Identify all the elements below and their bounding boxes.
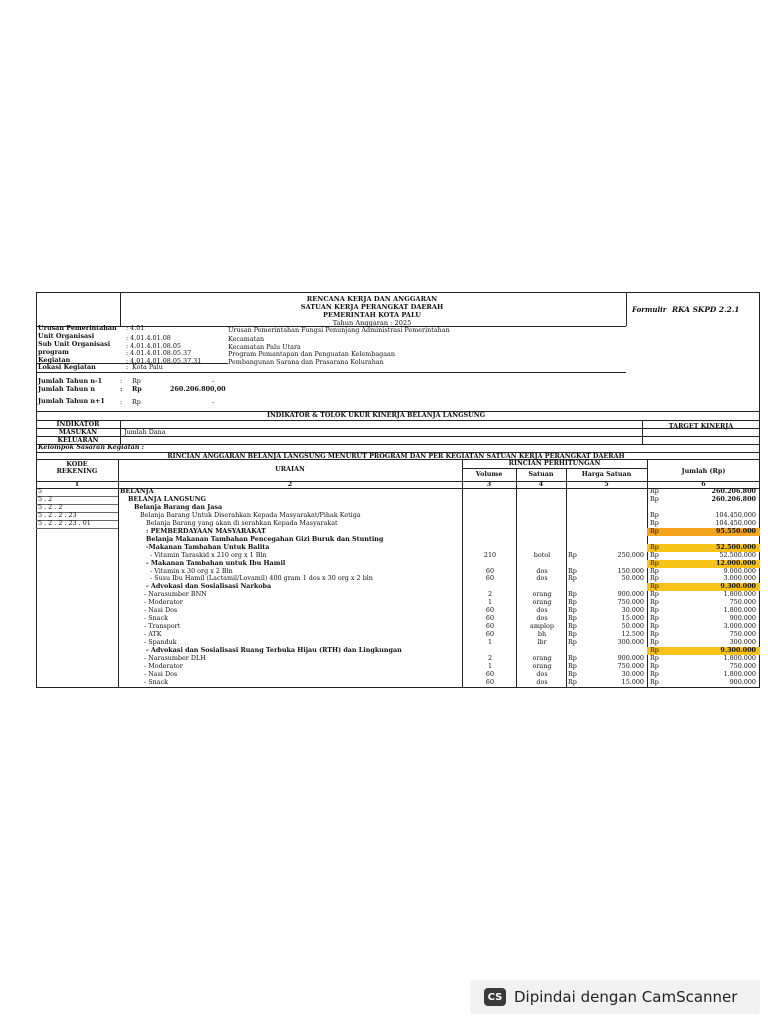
row-description: - Nasi Dos xyxy=(144,669,178,678)
row-volume: 60 xyxy=(485,574,495,583)
row-description: - Susu Ibu Hamil (Lactamil/Lovamil) 400 gram 1 dos x 30 org x 2 bln xyxy=(150,574,373,583)
jumlah-value-next: - xyxy=(212,398,215,406)
camscanner-text: Dipindai dengan CamScanner xyxy=(514,988,738,1006)
row-description: - Spanduk xyxy=(144,638,177,647)
indikator-col-label: INDIKATOR xyxy=(56,420,100,428)
row-harga: 150.000 xyxy=(617,566,644,575)
row-harga: 50.000 xyxy=(621,622,644,631)
row-rp-jumlah: Rp xyxy=(650,582,659,591)
header-title-2: SATUAN KERJA PERANGKAT DAERAH xyxy=(300,303,444,311)
num-col-3: 3 xyxy=(486,480,492,488)
jumlah-label-prev: Jumlah Tahun n-1 xyxy=(38,377,103,385)
row-code: 5 . 2 . 2 xyxy=(38,502,63,511)
info-desc-unit: Kecamatan xyxy=(228,335,265,343)
row-description: Belanja Barang yang akan di serahkan Kepada Masyarakat xyxy=(146,518,338,527)
row-description: - Vitamin x 30 org x 2 Bln xyxy=(150,566,233,575)
kelompok-label: Kelompok Sasaran Kegiatan : xyxy=(38,443,145,451)
row-rp-harga: Rp xyxy=(568,550,577,559)
row-rp-jumlah: Rp xyxy=(650,590,659,599)
num-col-6: 6 xyxy=(701,480,706,488)
row-harga: 750.000 xyxy=(617,598,644,607)
row-satuan: dos xyxy=(536,566,548,575)
col-jumlah-label: Jumlah (Rp) xyxy=(681,467,726,475)
row-jumlah: 52.500.000 xyxy=(715,542,756,551)
row-volume: 60 xyxy=(485,606,495,615)
col-rekening-label: REKENING xyxy=(56,467,98,475)
row-description: - Advokasi dan Sosialisasi Ruang Terbuka Hijau (RTH) dan Lingkungan xyxy=(146,646,402,654)
row-volume: 2 xyxy=(487,653,493,662)
row-harga: 750.000 xyxy=(617,661,644,670)
col-uraian-label: URAIAN xyxy=(275,465,305,473)
row-satuan: dos xyxy=(536,614,548,623)
row-satuan: amplop xyxy=(530,622,554,631)
row-jumlah: 9.000.000 xyxy=(723,566,756,575)
row-rp-jumlah: Rp xyxy=(650,510,659,519)
row-volume: 1 xyxy=(487,598,493,607)
header-title-1: RENCANA KERJA DAN ANGGARAN xyxy=(306,295,438,303)
row-rp-jumlah: Rp xyxy=(650,669,659,678)
row-volume: 60 xyxy=(485,622,495,631)
row-jumlah: 12.000.000 xyxy=(715,558,756,567)
jumlah-rp-current: Rp xyxy=(132,385,142,393)
row-rp-harga: Rp xyxy=(568,638,577,647)
row-jumlah: 750.000 xyxy=(729,661,756,670)
row-rp-jumlah: Rp xyxy=(650,598,659,607)
row-harga: 50.000 xyxy=(621,574,644,583)
row-rp-harga: Rp xyxy=(568,606,577,615)
row-jumlah: 3.000.000 xyxy=(723,574,756,583)
num-col-4: 4 xyxy=(538,480,544,488)
row-harga: 15.000 xyxy=(621,614,644,623)
row-harga: 30.000 xyxy=(621,669,644,678)
row-satuan: lbr xyxy=(537,638,547,647)
row-harga: 900.000 xyxy=(617,590,644,599)
info-label-urusan: Urusan Pemerintahan xyxy=(38,324,117,332)
row-harga: 15.000 xyxy=(621,677,644,686)
row-satuan: orang xyxy=(532,661,552,670)
row-rp-jumlah: Rp xyxy=(650,574,659,583)
col-satuan-label: Satuan xyxy=(528,470,554,478)
row-satuan: dos xyxy=(536,606,548,615)
jumlah-colon-current: : xyxy=(120,385,123,393)
row-code: 5 xyxy=(38,487,43,495)
row-rp-harga: Rp xyxy=(568,630,577,639)
row-rp-jumlah: Rp xyxy=(650,646,659,654)
info-desc-kegiatan: Pembangunan Sarana dan Prasarana Kelurahan xyxy=(228,358,384,366)
row-harga: 300.000 xyxy=(617,638,644,647)
info-desc-program: Program Pemantapan dan Penguatan Kelembagaan xyxy=(228,350,395,358)
row-rp-jumlah: Rp xyxy=(650,677,659,686)
indikator-title-line xyxy=(36,420,760,421)
row-jumlah: 9.300.000 xyxy=(720,646,756,654)
masukan-value: Jumlah Dana xyxy=(124,428,166,436)
indikator-col-line xyxy=(120,420,121,444)
info-desc-lokasi: Kota Palu xyxy=(132,363,163,371)
row-rp-jumlah: Rp xyxy=(650,558,659,567)
row-rp-jumlah: Rp xyxy=(650,614,659,623)
row-description: : PEMBERDAYAAN MASYARAKAT xyxy=(146,526,266,535)
jumlah-rp-next: Rp xyxy=(132,398,141,406)
row-rp-jumlah: Rp xyxy=(650,661,659,670)
info-code-subunit: : 4.01.4.01.08.05 xyxy=(126,342,182,350)
info-code-unit: : 4.01.4.01.08 xyxy=(126,334,171,342)
perhitungan-line xyxy=(462,468,647,469)
row-satuan: orang xyxy=(532,590,552,599)
row-jumlah: 95.550.000 xyxy=(715,526,756,535)
row-description: - Moderator xyxy=(144,661,183,670)
row-rp-jumlah: Rp xyxy=(650,494,659,503)
row-rp-jumlah: Rp xyxy=(650,606,659,615)
row-jumlah: 3.000.000 xyxy=(723,622,756,631)
row-description: - Advokasi dan Sosialisasi Narkoba xyxy=(146,582,272,591)
rka-document xyxy=(36,292,760,688)
jumlah-label-next: Jumlah Tahun n+1 xyxy=(38,397,105,405)
row-jumlah: 750.000 xyxy=(729,630,756,639)
row-jumlah: 1.800.000 xyxy=(723,653,756,662)
jumlah-colon-prev: : xyxy=(120,377,123,385)
keluaran-line xyxy=(36,436,760,437)
header-right-divider xyxy=(626,292,627,326)
row-volume: 60 xyxy=(485,669,495,678)
row-description: BELANJA xyxy=(120,487,154,495)
row-volume: 60 xyxy=(485,614,495,623)
header-left-divider xyxy=(120,292,121,326)
row-rp-harga: Rp xyxy=(568,677,577,686)
row-rp-jumlah: Rp xyxy=(650,526,659,535)
row-volume: 1 xyxy=(487,638,493,647)
row-description: - Makanan Tambahan untuk Ibu Hamil xyxy=(146,558,286,567)
lokasi-bottom-line xyxy=(36,372,626,373)
info-label-unit: Unit Organisasi xyxy=(38,332,95,340)
row-jumlah: 104.450.000 xyxy=(715,510,756,519)
row-code: 5 . 2 . 2 . 23 xyxy=(38,510,77,519)
row-jumlah: 900.000 xyxy=(729,677,756,686)
row-description: -Makanan Tambahan Untuk Balita xyxy=(146,542,270,551)
info-label-program: program xyxy=(38,348,69,356)
row-volume: 60 xyxy=(485,630,495,639)
row-satuan: dos xyxy=(536,669,548,678)
row-description: - Moderator xyxy=(144,598,183,607)
row-rp-harga: Rp xyxy=(568,661,577,670)
rincian-title: RINCIAN ANGGARAN BELANJA LANGSUNG MENURUT PROGRAM DAN PER KEGIATAN SATUAN KERJA PERANGKAT DAERAH xyxy=(167,452,625,460)
row-jumlah: 1.800.000 xyxy=(723,590,756,599)
row-description: - Narasumber BNN xyxy=(144,590,207,599)
num-col-1: 1 xyxy=(74,480,80,488)
row-rp-harga: Rp xyxy=(568,614,577,623)
row-rp-harga: Rp xyxy=(568,669,577,678)
header-title-3: PEMERINTAH KOTA PALU xyxy=(323,311,421,319)
camscanner-watermark xyxy=(470,980,760,1014)
row-description: - Snack xyxy=(144,677,168,686)
row-rp-harga: Rp xyxy=(568,622,577,631)
target-col-label: TARGET KINERJA xyxy=(668,422,734,430)
info-code-kegiatan: : 4.01.4.01.08.05.37.31 xyxy=(126,357,202,365)
row-description: Belanja Makanan Tambahan Pencegahan Gizi Buruk dan Stunting xyxy=(146,534,384,543)
row-rp-jumlah: Rp xyxy=(650,630,659,639)
row-rp-jumlah: Rp xyxy=(650,622,659,631)
info-desc-urusan: Urusan Pemerintahan Fungsi Penunjang Administrasi Pemerintahan xyxy=(228,326,450,334)
row-jumlah: 9.300.000 xyxy=(720,582,756,591)
row-jumlah: 260.206.800 xyxy=(711,494,756,503)
col-perhitungan-label: RINCIAN PERHITUNGAN xyxy=(508,459,601,467)
row-code: 5 . 2 xyxy=(38,494,53,503)
row-satuan: dos xyxy=(536,574,548,583)
row-description: - Snack xyxy=(144,614,168,623)
row-rp-harga: Rp xyxy=(568,653,577,662)
jumlah-value-prev: - xyxy=(212,377,215,385)
formulir-value: RKA SKPD 2.2.1 xyxy=(672,305,740,314)
row-description: Belanja Barang dan Jasa xyxy=(134,502,223,511)
row-harga: 250.000 xyxy=(617,550,644,559)
jumlah-label-current: Jumlah Tahun n xyxy=(38,385,95,393)
row-jumlah: 52.500.000 xyxy=(719,550,756,559)
row-description: - Nasi Dos xyxy=(144,606,178,615)
info-code-lokasi: : xyxy=(126,363,129,371)
info-label-subunit: Sub Unit Organisasi xyxy=(38,340,111,348)
row-satuan: dos xyxy=(536,677,548,686)
row-harga: 30.000 xyxy=(621,606,644,615)
row-description: - Narasumber DLH xyxy=(144,653,206,662)
info-code-urusan: : 4.01 xyxy=(126,324,145,332)
kelompok-line xyxy=(36,444,760,445)
row-rp-jumlah: Rp xyxy=(650,550,659,559)
info-code-program: : 4.01.4.01.08.05.37 xyxy=(126,349,192,357)
row-jumlah: 260.206.800 xyxy=(711,487,756,495)
row-harga: 12.500 xyxy=(621,630,644,639)
row-jumlah: 1.800.000 xyxy=(723,669,756,678)
info-label-kegiatan: Kegiatan xyxy=(38,356,71,364)
row-description: BELANJA LANGSUNG xyxy=(128,494,207,503)
col-harga-label: Harga Satuan xyxy=(581,470,632,478)
row-satuan: botol xyxy=(533,550,551,559)
row-jumlah: 1.800.000 xyxy=(723,606,756,615)
jumlah-rp-prev: Rp xyxy=(132,377,141,385)
row-volume: 60 xyxy=(485,677,495,686)
row-harga: 900.000 xyxy=(617,653,644,662)
masukan-label: MASUKAN xyxy=(58,428,98,436)
row-description: - ATK xyxy=(144,630,162,639)
row-rp-harga: Rp xyxy=(568,566,577,575)
num-col-5: 5 xyxy=(604,480,609,488)
info-desc-subunit: Kecamatan Palu Utara xyxy=(228,343,301,351)
row-code: 5 . 2 . 2 . 23 . 01 xyxy=(38,518,91,527)
row-volume: 1 xyxy=(487,661,493,670)
col-volume-label: Volume xyxy=(475,470,503,478)
indikator-title: INDIKATOR & TOLOK UKUR KINERJA BELANJA LANGSUNG xyxy=(266,411,486,419)
table-row xyxy=(36,528,760,536)
keluaran-label: KELUARAN xyxy=(57,436,99,444)
row-rp-jumlah: Rp xyxy=(650,653,659,662)
row-description: Belanja Barang Untuk Diserahkan Kepada Masyarakat/Pihak Ketiga xyxy=(140,510,361,519)
row-satuan: bh xyxy=(537,630,547,639)
row-rp-jumlah: Rp xyxy=(650,566,659,575)
row-rp-harga: Rp xyxy=(568,574,577,583)
row-volume: 210 xyxy=(483,550,497,559)
info-label-lokasi: Lokasi Kegiatan xyxy=(38,363,96,371)
row-description: - Transport xyxy=(144,622,181,631)
row-volume: 2 xyxy=(487,590,493,599)
jumlah-value-current: 260.206.800,00 xyxy=(170,385,226,393)
header-tahun: Tahun Anggaran : 2025 xyxy=(332,319,412,327)
jumlah-colon-next: : xyxy=(120,398,123,406)
row-rp-jumlah: Rp xyxy=(650,638,659,647)
row-rp-jumlah: Rp xyxy=(650,487,659,495)
row-rp-jumlah: Rp xyxy=(650,518,659,527)
row-satuan: orang xyxy=(532,598,552,607)
col-kode-label: KODE xyxy=(66,460,88,468)
row-jumlah: 750.000 xyxy=(729,598,756,607)
num-col-2: 2 xyxy=(287,480,293,488)
row-jumlah: 104.450.000 xyxy=(715,518,756,527)
row-jumlah: 300.000 xyxy=(729,638,756,647)
row-satuan: orang xyxy=(532,653,552,662)
rincian-title-line xyxy=(36,459,760,460)
row-jumlah: 900.000 xyxy=(729,614,756,623)
row-volume: 60 xyxy=(485,566,495,575)
row-rp-jumlah: Rp xyxy=(650,542,659,551)
row-rp-harga: Rp xyxy=(568,590,577,599)
formulir-label: Formulir xyxy=(632,305,667,314)
table-row xyxy=(36,679,760,687)
row-description: - Vitamin Taraskid x 210 org x 1 Bln xyxy=(150,550,267,559)
camscanner-logo-icon: CS xyxy=(484,988,506,1006)
row-rp-harga: Rp xyxy=(568,598,577,607)
